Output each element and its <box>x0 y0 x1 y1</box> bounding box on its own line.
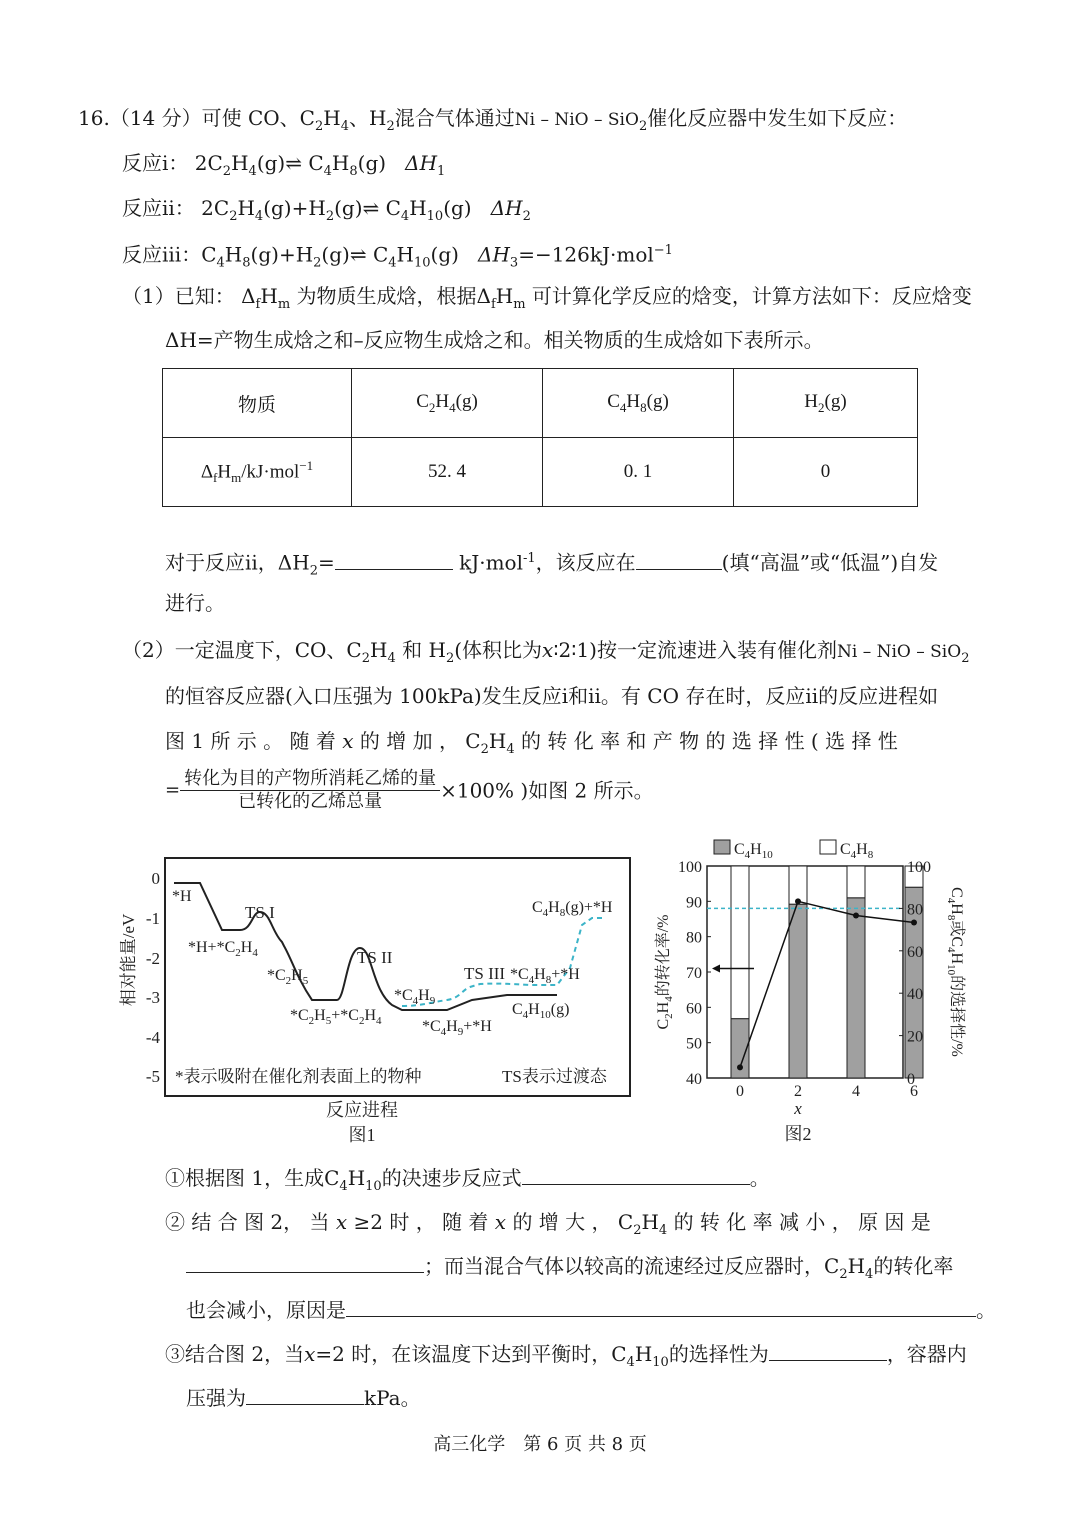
part2-text: 的 增 加 ， <box>359 729 459 753</box>
question-header: 16.（14 分）可使 CO、$C_2H_4$、$H_2$混合气体通过Ni – NiO – SiO$_2$催化反应器中发生如下反应： <box>78 106 908 134</box>
table-cell: 0 <box>734 438 918 507</box>
xtick-label: 4 <box>852 1083 860 1100</box>
fraction-numerator: 转化为目的产物所消耗乙烯的量 <box>180 768 440 791</box>
part1-q-text: kJ·mol <box>459 550 523 575</box>
intro-text: 催化反应器中发生如下反应： <box>647 106 908 130</box>
ytick-label: -1 <box>145 909 160 928</box>
table-cell: 0. 1 <box>543 438 734 507</box>
table-row <box>163 369 918 438</box>
subq-2-line2: ；而当混合气体以较高的流速经过反应器时，$C_2H_4$的转化率 <box>186 1252 953 1289</box>
ytick-label-left: 80 <box>686 929 702 947</box>
subq-3-line2 <box>186 1384 421 1412</box>
table-header-cell: $C_4H_8(g)$ <box>543 369 734 438</box>
label-h-c2h4: $*H+*C_2H_4$ <box>188 939 258 959</box>
table-header-cell: $H_2(g)$ <box>734 369 918 438</box>
bar-c4h10 <box>847 898 865 1078</box>
c4h8-dashed-path <box>402 918 602 1006</box>
figure1-caption: 图1 <box>348 1125 376 1145</box>
part2-text: ∶2∶1)按一定流速进入装有催化剂 <box>553 638 837 662</box>
question-number: 16. <box>78 106 110 130</box>
label-ts3: TS III <box>464 964 506 983</box>
ytick-label: -3 <box>145 988 160 1007</box>
conversion-point <box>853 912 859 918</box>
label-c4h8g: $C_4H_8(g)+*H$ <box>532 899 613 919</box>
reaction-label: 反应ⅱ： <box>122 196 195 220</box>
subq-text: 。 <box>976 1298 996 1322</box>
figure1-energy-diagram <box>112 850 642 1150</box>
label-c4h10g: $C_4H_{10}(g)$ <box>512 1001 570 1021</box>
label-ts2: TS II <box>357 948 393 967</box>
ytick-label-left: 60 <box>686 1000 702 1018</box>
subq-text: 的转化率 <box>873 1254 954 1278</box>
part-label: （1） <box>122 284 175 308</box>
answer-blank-pressure[interactable] <box>246 1384 364 1405</box>
part1-line2: ΔH=产物生成焓之和–反应物生成焓之和。相关物质的生成焓如下表所示。 <box>165 328 824 352</box>
subq-3-line1: ③结合图 2，当x=2 时，在该温度下达到平衡时，$C_4H_{10}$的选择性为 ，容器内 <box>165 1342 967 1370</box>
conversion-line <box>740 901 914 1067</box>
part1-text: 已知： <box>174 284 235 308</box>
label-h: *H <box>172 888 192 905</box>
answer-blank-selectivity[interactable] <box>769 1340 887 1361</box>
xtick-label: 2 <box>794 1083 802 1100</box>
table-row-label: $\Delta_fH_m/kJ\cdot mol^{-1}$ <box>163 438 352 507</box>
answer-blank-dh2[interactable] <box>335 549 453 570</box>
subq-text: ② 结 合 图 2， 当 <box>165 1210 330 1234</box>
subq-2-line3 <box>186 1296 996 1324</box>
legend-swatch-c4h8 <box>820 840 836 854</box>
bar-c4h8 <box>847 866 865 898</box>
answer-blank-reason-1[interactable] <box>186 1252 424 1273</box>
selectivity-formula: = $\frac{\text{转化为目的产物所消耗乙烯的量}}{\text{已转化的乙烯总量}}$ ×100% )如图 2 所示。 <box>165 768 654 812</box>
part2-line2: 的恒容反应器(入口压强为 100kPa)发生反应ⅰ和ⅱ。有 CO 存在时，反应ⅱ的反应进程如 <box>165 684 939 708</box>
ytick-label: -4 <box>145 1028 160 1047</box>
subq-text: ③结合图 2，当 <box>165 1342 305 1366</box>
ytick-label-left: 50 <box>686 1035 702 1053</box>
part1-q-text: ，该反应在 <box>535 550 636 575</box>
part1-q-text: 对于反应ⅱ，ΔH <box>165 550 310 575</box>
subq-text: 压强为 <box>186 1386 246 1410</box>
conversion-point <box>795 898 801 904</box>
figure2-xlabel: x <box>794 1099 802 1118</box>
part2-text: (体积比为 <box>454 638 543 662</box>
label-c4h8-h: $*C_4H_8+*H$ <box>510 966 580 986</box>
figure1-labels <box>172 888 613 1086</box>
label-c2h5: $*C_2H_5$ <box>267 967 309 987</box>
xtick-label: 6 <box>910 1083 918 1100</box>
ytick-label: -5 <box>145 1067 160 1086</box>
figure1-note-right: TS表示过渡态 <box>502 1067 607 1086</box>
ytick-label-left: 90 <box>686 894 702 912</box>
table-header-cell: $C_2H_4(g)$ <box>352 369 543 438</box>
figure1-note-left: *表示吸附在催化剂表面上的物种 <box>175 1067 422 1086</box>
part2-text: 的 转 化 率 和 产 物 的 选 择 性 ( 选 择 性 <box>521 729 898 753</box>
figure1-yticks <box>146 869 161 1086</box>
table-header-cell: 物质 <box>163 369 352 438</box>
part2-line1: （2）一定温度下，CO、$C_2H_4$ 和 $H_2$(体积比为x∶2∶1)按一定流速进入装有催化剂Ni – NiO – SiO$_2$ <box>122 638 970 666</box>
ytick-label-right: 40 <box>907 986 923 1004</box>
figure1-ylabel: 相对能量/eV <box>119 913 138 1007</box>
subq-text: =2 时，在该温度下达到平衡时， <box>315 1342 612 1366</box>
subq-text: 的决速步反应式 <box>381 1166 522 1190</box>
part2-text: 一定温度下，CO、C <box>174 638 362 662</box>
figure2-ylabel-right: $C_4H_8$或$C_4H_{10}$的选择性/% <box>945 887 965 1057</box>
intro-text: 混合气体通过 <box>394 106 515 130</box>
part1-text: 可计算化学反应的焓变，计算方法如下：反应焓变 <box>531 284 972 308</box>
question-score: （14 分） <box>109 106 202 130</box>
label-c2h5-c2h4: $*C_2H_5+*C_2H_4$ <box>290 1007 382 1027</box>
enthalpy-table <box>162 368 918 507</box>
answer-blank-reason-2[interactable] <box>346 1296 976 1317</box>
subq-text: 的 转 化 率 减 小 ， 原 因 是 <box>673 1210 931 1234</box>
var-x: x <box>335 1210 348 1234</box>
part1-text: 为物质生成焓，根据 <box>296 284 477 308</box>
subq-text: 的 增 大 ， <box>512 1210 612 1234</box>
part1-line1: （1）已知： $\Delta_fH_m$ 为物质生成焓，根据$\Delta_fH_m$ 可计算化学反应的焓变，计算方法如下：反应焓变 <box>122 284 972 312</box>
fraction-tail: ×100% )如图 2 所示。 <box>440 778 654 803</box>
ytick-label-right: 20 <box>907 1028 923 1046</box>
fraction <box>180 768 440 813</box>
part2-line3: 图 1 所 示 。 随 着 x 的 增 加 ， $C_2H_4$ 的 转 化 率 和 产 物 的 选 择 性 ( 选 择 性 <box>165 729 898 757</box>
part1-q-text: = <box>317 550 335 575</box>
intro-text: H <box>323 106 341 130</box>
bar-c4h8 <box>731 866 749 1019</box>
intro-text: 、H <box>349 106 387 130</box>
label-ts1: TS I <box>245 903 275 922</box>
ytick-label-left: 40 <box>686 1071 702 1088</box>
ytick-label-right: 60 <box>907 943 923 961</box>
subq-text: 。 <box>749 1166 770 1190</box>
ytick-label-right: 100 <box>907 859 931 876</box>
reaction-1: 反应ⅰ： $2C_2H_4(g)\rightleftharpoons$ $C_4H_8(g)$ $\Delta H_1$ <box>122 151 446 179</box>
axis-arrow-head <box>712 964 720 972</box>
catalyst-formula: Ni – NiO – SiO <box>514 110 639 130</box>
reaction-2: 反应ⅱ： $2C_2H_4(g)+H_2(g)\rightleftharpoons$ $C_4H_{10}(g)$ $\Delta H_2$ <box>122 196 531 224</box>
part2-text: 和 H <box>402 638 446 662</box>
subq-text: ；而当混合气体以较高的流速经过反应器时， <box>424 1254 824 1278</box>
fraction-denominator: 已转化的乙烯总量 <box>238 791 383 812</box>
table-row <box>163 438 918 507</box>
part1-question: 对于反应ⅱ，$\Delta H_2= kJ\cdot mol^{-1}$，该反应在 (填“高温”或“低温”)自发 <box>165 550 939 579</box>
subq-text: ①根据图 1，生成 <box>165 1166 325 1190</box>
part2-text: 图 1 所 示 。 随 着 <box>165 729 336 753</box>
figure1-xlabel: 反应进程 <box>326 1100 398 1120</box>
dh3-value: =−126kJ·mol <box>518 242 654 267</box>
intro-text: 可使 CO、C <box>201 106 315 130</box>
label-c4h9-h: $*C_4H_9+*H$ <box>422 1018 492 1038</box>
var-x: x <box>542 638 554 662</box>
subq-text: kPa。 <box>364 1386 421 1410</box>
ytick-label: 0 <box>151 869 160 888</box>
conversion-point <box>911 920 917 926</box>
legend-swatch-c4h10 <box>714 840 730 854</box>
part1-q-text: (填“高温”或“低温”)自发 <box>721 550 939 575</box>
label-c4h9: $*C_4H_9$ <box>394 987 436 1007</box>
reaction-label: 反应ⅰ： <box>122 151 189 175</box>
ytick-label-left: 100 <box>678 859 702 876</box>
conversion-point <box>737 1064 743 1070</box>
legend-label-c4h10: $C_4H_{10}$ <box>734 841 773 861</box>
ytick-label: -2 <box>145 949 160 968</box>
page-footer: 高三化学 第 6 页 共 8 页 <box>433 1434 647 1455</box>
legend-label-c4h8: $C_4H_8$ <box>840 841 874 861</box>
reaction-3: 反应ⅲ：$C_4H_8(g)+H_2(g)\rightleftharpoons$ $C_4H_{10}(g)$ $\Delta H_3=-126kJ\cdot mol^{-1}$ <box>122 242 673 271</box>
figure2-caption: 图2 <box>784 1124 812 1144</box>
ytick-label-right: 0 <box>907 1071 915 1088</box>
subq-text: ≥2 时 ， 随 着 <box>353 1210 489 1234</box>
subq-text: ，容器内 <box>886 1342 967 1366</box>
part1-question-end: 进行。 <box>165 591 225 615</box>
xtick-label: 0 <box>736 1083 744 1100</box>
subq-1: ①根据图 1，生成$C_4H_{10}$的决速步反应式 。 <box>165 1166 770 1194</box>
part-label: （2） <box>122 638 175 662</box>
table-cell: 52. 4 <box>352 438 543 507</box>
answer-blank-rate-step[interactable] <box>522 1164 750 1185</box>
figure2-legend <box>714 840 874 861</box>
subq-text: 的选择性为 <box>668 1342 769 1366</box>
figure2-chart <box>650 832 980 1152</box>
row-label-text: /kJ·mol <box>241 461 300 483</box>
reaction-label: 反应ⅲ： <box>122 242 202 267</box>
subq-text: 也会减小，原因是 <box>186 1298 346 1322</box>
figure2-ylabel-left: $C_2H_4$的转化率/% <box>655 914 675 1030</box>
ytick-label-right: 80 <box>907 901 923 919</box>
ytick-label-left: 70 <box>686 965 702 982</box>
answer-blank-temp[interactable] <box>636 549 722 570</box>
subq-2-line1: ② 结 合 图 2， 当 x ≥2 时 ， 随 着 x 的 增 大 ， $C_2H_4$ 的 转 化 率 减 小 ， 原 因 是 <box>165 1210 931 1238</box>
bar-c4h10 <box>789 904 807 1078</box>
